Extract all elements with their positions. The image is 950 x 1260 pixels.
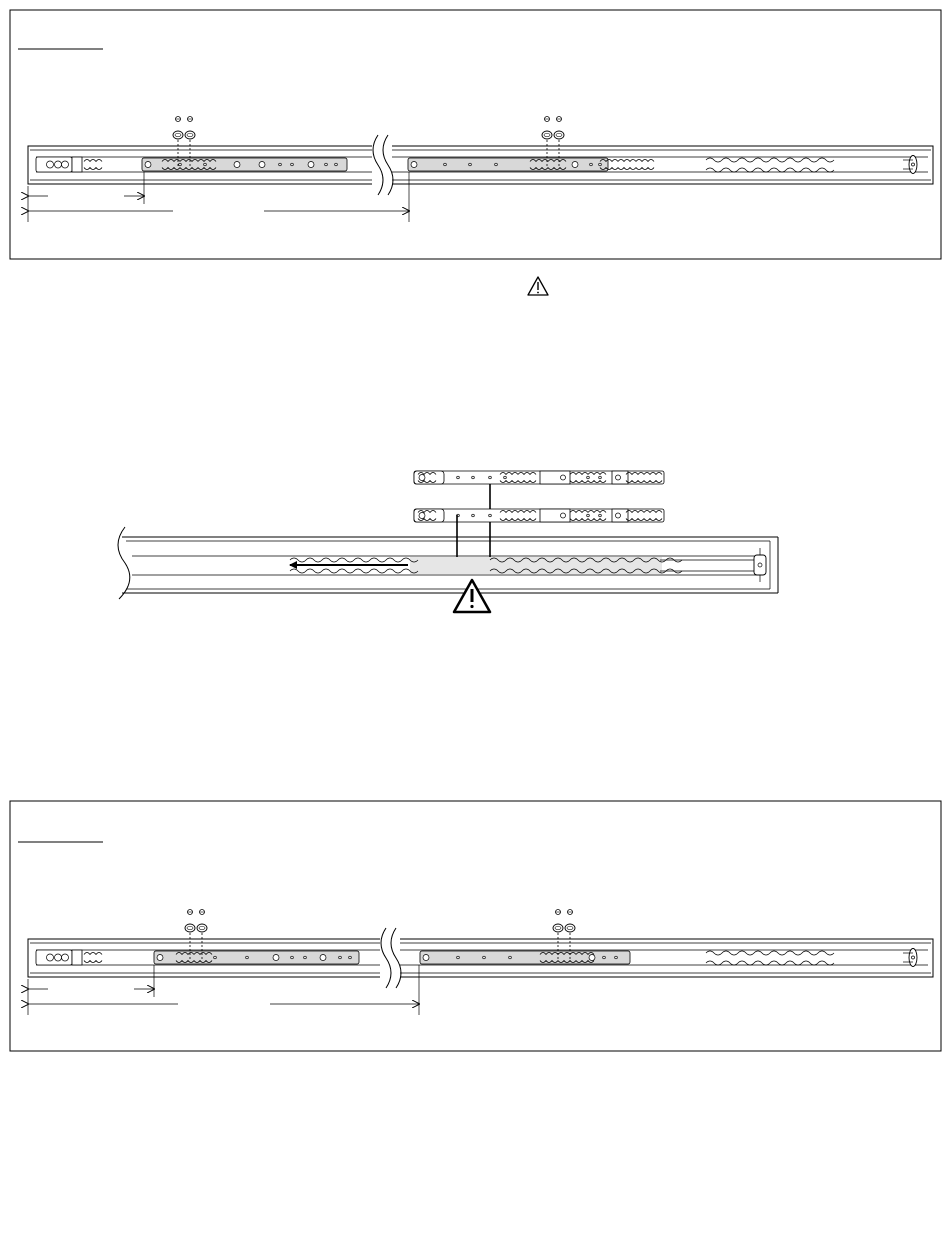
chain-strap-bottom-left — [154, 951, 359, 964]
panel-bottom — [10, 801, 941, 1051]
header-bracket-bottom — [36, 950, 82, 965]
strap-lower — [414, 509, 664, 522]
panel-bottom-frame — [10, 801, 941, 1051]
detail-diagram — [118, 471, 778, 599]
break-symbol-bottom — [380, 928, 401, 988]
warning-icon-large — [454, 580, 490, 612]
header-bracket-top — [36, 157, 82, 172]
idler-pulley-detail — [754, 548, 766, 582]
warning-icon-small — [528, 277, 548, 295]
chain-strap-top-right — [408, 158, 608, 171]
break-symbol-top — [372, 135, 393, 195]
panel-top — [10, 10, 941, 259]
chain-strap-bottom-right — [420, 951, 630, 964]
strap-upper — [414, 471, 664, 484]
panel-top-frame — [10, 10, 941, 259]
